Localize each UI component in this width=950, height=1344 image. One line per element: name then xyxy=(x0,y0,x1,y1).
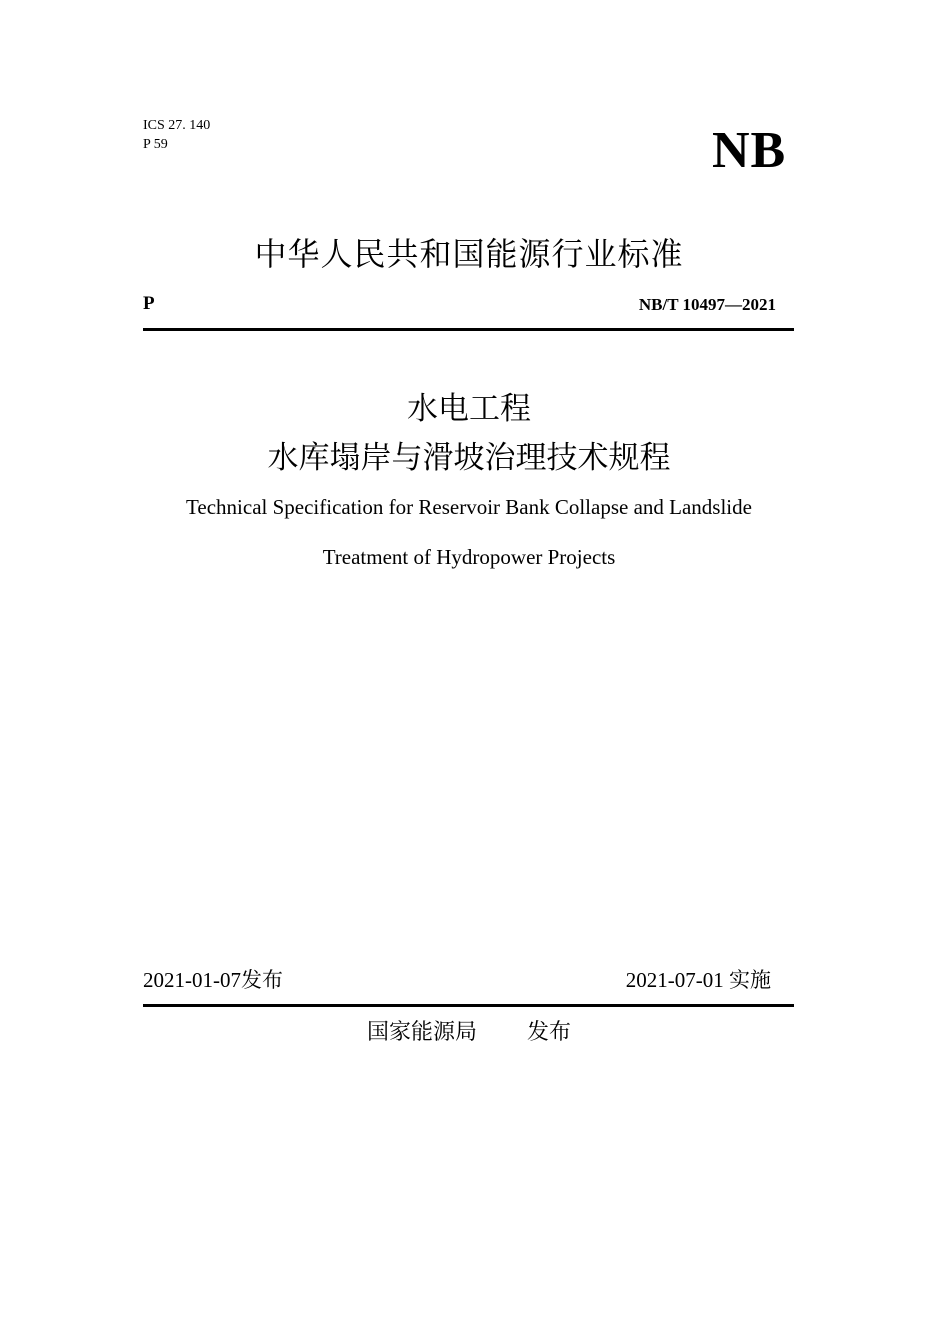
document-title-cn-line2: 水库塌岸与滑坡治理技术规程 xyxy=(267,440,671,476)
issuer-action: 发布 xyxy=(527,1020,572,1045)
class-code: P 59 xyxy=(143,137,168,152)
standard-title: 中华人民共和国能源行业标准 xyxy=(254,235,684,273)
nb-logo: NB xyxy=(712,122,787,179)
issue-label: 发布 xyxy=(241,968,283,992)
issue-date: 2021-01-07 xyxy=(143,968,241,992)
effective-label: 实施 xyxy=(729,968,771,992)
document-title-cn-line1: 水电工程 xyxy=(407,391,531,427)
effective-date: 2021-07-01 xyxy=(625,968,724,992)
ics-code: ICS 27. 140 xyxy=(143,118,211,133)
document-title-en-line1: Technical Specification for Reservoir Bank Collapse and Landslide xyxy=(186,495,752,519)
bottom-divider xyxy=(143,1004,794,1007)
standard-number: NB/T 10497—2021 xyxy=(638,295,776,314)
issue-date-block xyxy=(143,966,283,994)
issuer-block xyxy=(0,1018,938,1048)
header-codes xyxy=(143,116,210,154)
standard-category: P xyxy=(143,293,155,314)
document-title-en-line2: Treatment of Hydropower Projects xyxy=(322,545,616,569)
top-divider xyxy=(143,328,794,331)
effective-date-block xyxy=(626,966,771,994)
issuer-name: 国家能源局 xyxy=(366,1020,477,1045)
